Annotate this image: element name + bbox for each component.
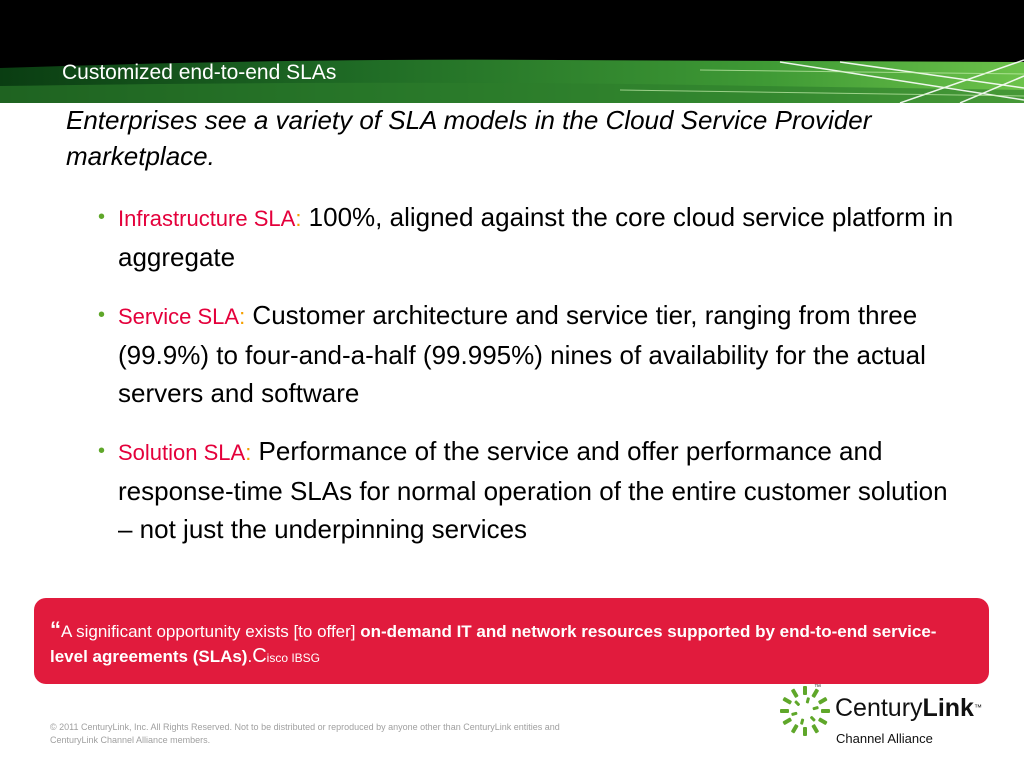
bullet-item-solution-sla [98, 432, 958, 548]
quote-source: isco IBSG [266, 651, 321, 665]
bullet-item-service-sla [98, 296, 958, 412]
quote-lead: A significant opportunity exists [to offer] [61, 622, 361, 641]
bullet-item-infrastructure-sla [98, 198, 958, 276]
quote-period: . [247, 647, 253, 666]
quote-callout [34, 598, 989, 684]
bullet-text: 100%, aligned against the core cloud service platform in aggregate [118, 202, 954, 272]
copyright-footer: © 2011 CenturyLink, Inc. All Rights Reserved. Not to be distributed or reproduced by anyone other than CenturyLink entities and CenturyLink Channel Alliance members. [50, 722, 560, 745]
intro-text: Enterprises see a variety of SLA models in the Cloud Service Provider marketplace. [66, 105, 872, 171]
logo-icon-tm: ™ [814, 684, 821, 691]
bullet-text: Customer architecture and service tier, ranging from three (99.9%) to four-and-a-half (99.995%) nines of availability for the actual servers and software [118, 300, 926, 408]
logo-trademark: ™ [973, 703, 982, 712]
bullet-label: Service SLA [118, 304, 240, 329]
quote-source-initial: C [252, 645, 267, 667]
logo-subtitle: Channel Alliance [836, 731, 933, 746]
logo-wordmark [835, 694, 982, 722]
bullet-colon: : [295, 206, 302, 231]
logo-word-regular: Century [835, 694, 923, 722]
bullet-label: Solution SLA [118, 440, 246, 465]
bullet-colon: : [245, 440, 252, 465]
bullet-text: Performance of the service and offer performance and response-time SLAs for normal operation of the entire customer solution – not just the underpinning services [118, 436, 948, 544]
centurylink-logo [778, 684, 1008, 754]
logo-word-bold: Link [922, 694, 974, 722]
header-swoosh-graphic [0, 0, 1024, 103]
quote-open-mark: “ [50, 617, 61, 642]
bullet-colon: : [239, 304, 246, 329]
slide-title: Customized end-to-end SLAs [62, 61, 337, 84]
bullet-label: Infrastructure SLA [118, 206, 296, 231]
starburst-logo-icon [778, 684, 832, 738]
bullet-dot-icon: • [98, 440, 106, 462]
quote-bold-text: on-demand IT and network resources supported by end-to-end service-level agreements (SLAs) [50, 622, 937, 666]
bullet-dot-icon: • [98, 304, 106, 326]
header-bar [0, 0, 1024, 103]
bullet-dot-icon: • [98, 206, 106, 228]
bullet-list [98, 198, 958, 568]
